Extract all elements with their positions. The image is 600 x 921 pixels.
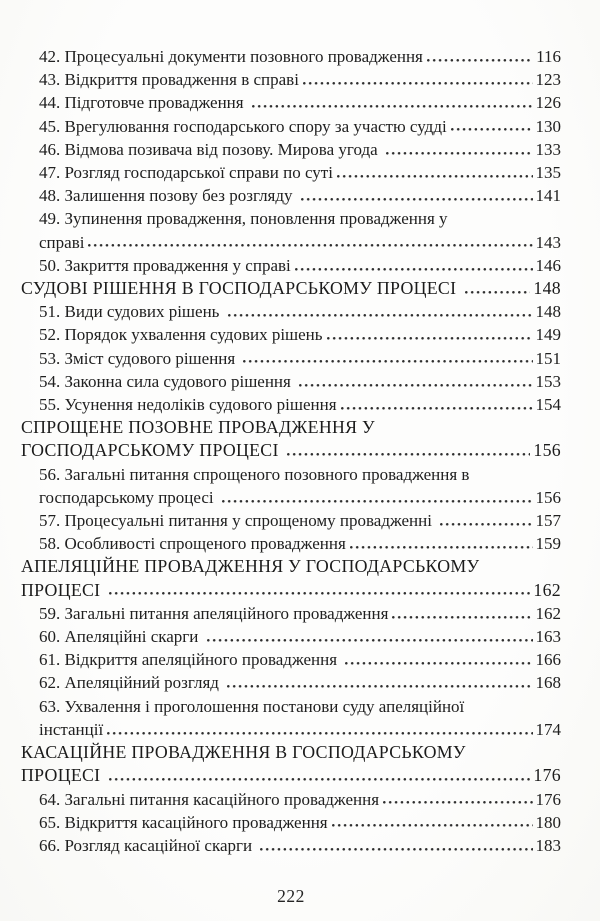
toc-item-entry <box>21 138 561 161</box>
toc-item-entry <box>21 207 561 253</box>
dot-leader <box>109 579 530 602</box>
toc-entry-text: 59. Загальні питання апеляційного провадження <box>39 603 389 623</box>
toc-item-entry <box>21 625 561 648</box>
toc-entry-text: 66. Розгляд касаційної скарги <box>39 835 257 855</box>
toc-item-entry <box>21 323 561 346</box>
toc-item-entry <box>21 695 561 741</box>
dot-leader <box>207 625 533 648</box>
dot-leader <box>327 323 533 346</box>
dot-leader <box>295 254 533 277</box>
toc-entry-page-number: 174 <box>535 719 561 739</box>
dot-leader <box>440 509 532 532</box>
toc-entry-text: 53. Зміст судового рішення <box>39 348 240 368</box>
toc-entry-page-number: 162 <box>535 603 561 623</box>
dot-leader <box>109 764 530 787</box>
toc-entry-text: 54. Законна сила судового рішення <box>39 371 296 391</box>
toc-item-entry <box>21 602 561 625</box>
dot-leader <box>427 45 533 68</box>
dot-leader <box>392 602 532 625</box>
toc-entry-text: 62. Апеляційний розгляд <box>39 673 224 693</box>
toc-section-entry <box>21 741 561 787</box>
toc-entry-text: 50. Закриття провадження у справі <box>39 255 291 275</box>
toc-item-entry <box>21 788 561 811</box>
toc-entry-text: 47. Розгляд господарської справи по суті <box>39 163 333 183</box>
toc-entry-page-number: 176 <box>533 765 561 786</box>
toc-item-entry <box>21 532 561 555</box>
toc-entry-page-number: 148 <box>533 278 561 299</box>
toc-entry-text: 51. Види судових рішень <box>39 302 224 322</box>
toc-entry-text: 65. Відкриття касаційного провадження <box>39 812 328 832</box>
toc-item-entry <box>21 648 561 671</box>
toc-entry-text: АПЕЛЯЦІЙНЕ ПРОВАДЖЕННЯ У ГОСПОДАРСЬКОМУ <box>21 556 480 577</box>
toc-entry-page-number: 133 <box>535 139 561 159</box>
dot-leader <box>227 671 532 694</box>
toc-entry-page-number: 183 <box>535 835 561 855</box>
toc-entry-text: 48. Залишення позову без розгляду <box>39 186 297 206</box>
toc-entry-text: 44. Підготовче провадження <box>39 93 248 113</box>
toc-entry-text: СУДОВІ РІШЕННЯ В ГОСПОДАРСЬКОМУ ПРОЦЕСІ <box>21 278 462 299</box>
toc-entry-text: 55. Усунення недоліків судового рішення <box>39 395 337 415</box>
toc-entry-text: 46. Відмова позивача від позову. Мирова угода <box>39 139 382 159</box>
toc-entry-text: 57. Процесуальні питання у спрощеному провадженні <box>39 511 437 531</box>
toc-entry-text: КАСАЦІЙНЕ ПРОВАДЖЕННЯ В ГОСПОДАРСЬКОМУ <box>21 742 466 763</box>
toc-entry-text: ГОСПОДАРСЬКОМУ ПРОЦЕСІ <box>21 440 284 461</box>
toc-entry-text: 58. Особливості спрощеного провадження <box>39 534 346 554</box>
toc-entry-page-number: 149 <box>535 325 561 345</box>
dot-leader <box>301 184 533 207</box>
dot-leader <box>465 277 530 300</box>
toc-entry-page-number: 162 <box>533 579 561 600</box>
toc-entry-text: 56. Загальні питання спрощеного позовного провадження в <box>39 464 470 484</box>
toc-entry-text: 52. Порядок ухвалення судових рішень <box>39 325 323 345</box>
toc-entry-text: 60. Апеляційні скарги <box>39 627 203 647</box>
toc-entry-page-number: 141 <box>535 186 561 206</box>
toc-entry-page-number: 166 <box>535 650 561 670</box>
dot-leader <box>222 486 533 509</box>
toc-item-entry <box>21 300 561 323</box>
toc-item-entry <box>21 161 561 184</box>
dot-leader <box>341 393 533 416</box>
toc-entry-text: 49. Зупинення провадження, поновлення провадження у <box>39 209 448 229</box>
toc-section-entry <box>21 277 561 300</box>
toc-entry-page-number: 156 <box>533 440 561 461</box>
toc-entry-text: 43. Відкриття провадження в справі <box>39 70 299 90</box>
toc-entry-page-number: 154 <box>535 395 561 415</box>
page-number: 222 <box>277 886 305 906</box>
dot-leader <box>88 231 532 254</box>
toc-entry-page-number: 180 <box>535 812 561 832</box>
toc-entry-text: 45. Врегулювання господарського спору за участю судді <box>39 116 447 136</box>
toc-section-entry <box>21 416 561 462</box>
toc-entry-text: справі <box>39 232 85 252</box>
toc-entry-text: господарському процесі <box>39 487 218 507</box>
toc-entry-page-number: 153 <box>535 371 561 391</box>
toc-entry-page-number: 163 <box>535 627 561 647</box>
dot-leader <box>228 300 533 323</box>
dot-leader <box>345 648 532 671</box>
toc-entry-text: СПРОЩЕНЕ ПОЗОВНЕ ПРОВАДЖЕННЯ У <box>21 417 375 438</box>
toc-entry-page-number: 116 <box>536 47 561 66</box>
toc-entry-page-number: 157 <box>535 511 561 531</box>
dot-leader <box>451 115 533 138</box>
toc-entry-page-number: 146 <box>535 255 561 275</box>
toc-entry-text: 64. Загальні питання касаційного провадження <box>39 789 380 809</box>
page-footer <box>21 886 561 907</box>
dot-leader <box>287 439 530 462</box>
toc-entry-text: 61. Відкриття апеляційного провадження <box>39 650 342 670</box>
dot-leader <box>332 811 533 834</box>
dot-leader <box>337 161 533 184</box>
toc-entry-page-number: 143 <box>535 232 561 252</box>
toc-item-entry <box>21 347 561 370</box>
toc-entry-text: ПРОЦЕСІ <box>21 579 106 600</box>
toc-item-entry <box>21 115 561 138</box>
toc-entry-page-number: 123 <box>535 70 561 90</box>
dot-leader <box>299 370 532 393</box>
toc-entry-page-number: 159 <box>535 534 561 554</box>
toc-entry-page-number: 135 <box>535 163 561 183</box>
toc-item-entry <box>21 811 561 834</box>
dot-leader <box>107 718 532 741</box>
toc-entry-page-number: 176 <box>535 789 561 809</box>
dot-leader <box>252 91 533 114</box>
toc-entry-text: інстанції <box>39 719 104 739</box>
toc-section-entry <box>21 555 561 601</box>
toc-entry-page-number: 168 <box>535 673 561 693</box>
dot-leader <box>303 68 533 91</box>
toc-entry-page-number: 126 <box>535 93 561 113</box>
toc-entry-text: 42. Процесуальні документи позовного провадження <box>39 47 423 66</box>
dot-leader <box>383 788 532 811</box>
toc-item-entry <box>21 91 561 114</box>
toc-entry-page-number: 148 <box>535 302 561 322</box>
dot-leader <box>386 138 533 161</box>
toc-item-entry <box>21 671 561 694</box>
toc-item-entry <box>21 834 561 857</box>
toc-entry-page-number: 156 <box>535 487 561 507</box>
toc-item-entry <box>21 254 561 277</box>
toc-item-entry <box>21 45 561 68</box>
toc-entry-page-number: 151 <box>535 348 561 368</box>
dot-leader <box>350 532 533 555</box>
table-of-contents <box>21 45 561 857</box>
toc-item-entry <box>21 509 561 532</box>
toc-entry-page-number: 130 <box>535 116 561 136</box>
toc-item-entry <box>21 184 561 207</box>
toc-item-entry <box>21 68 561 91</box>
dot-leader <box>260 834 532 857</box>
toc-entry-text: 63. Ухвалення і проголошення постанови суду апеляційної <box>39 696 465 716</box>
toc-item-entry <box>21 463 561 509</box>
toc-item-entry <box>21 370 561 393</box>
dot-leader <box>243 347 532 370</box>
toc-entry-text: ПРОЦЕСІ <box>21 765 106 786</box>
toc-item-entry <box>21 393 561 416</box>
